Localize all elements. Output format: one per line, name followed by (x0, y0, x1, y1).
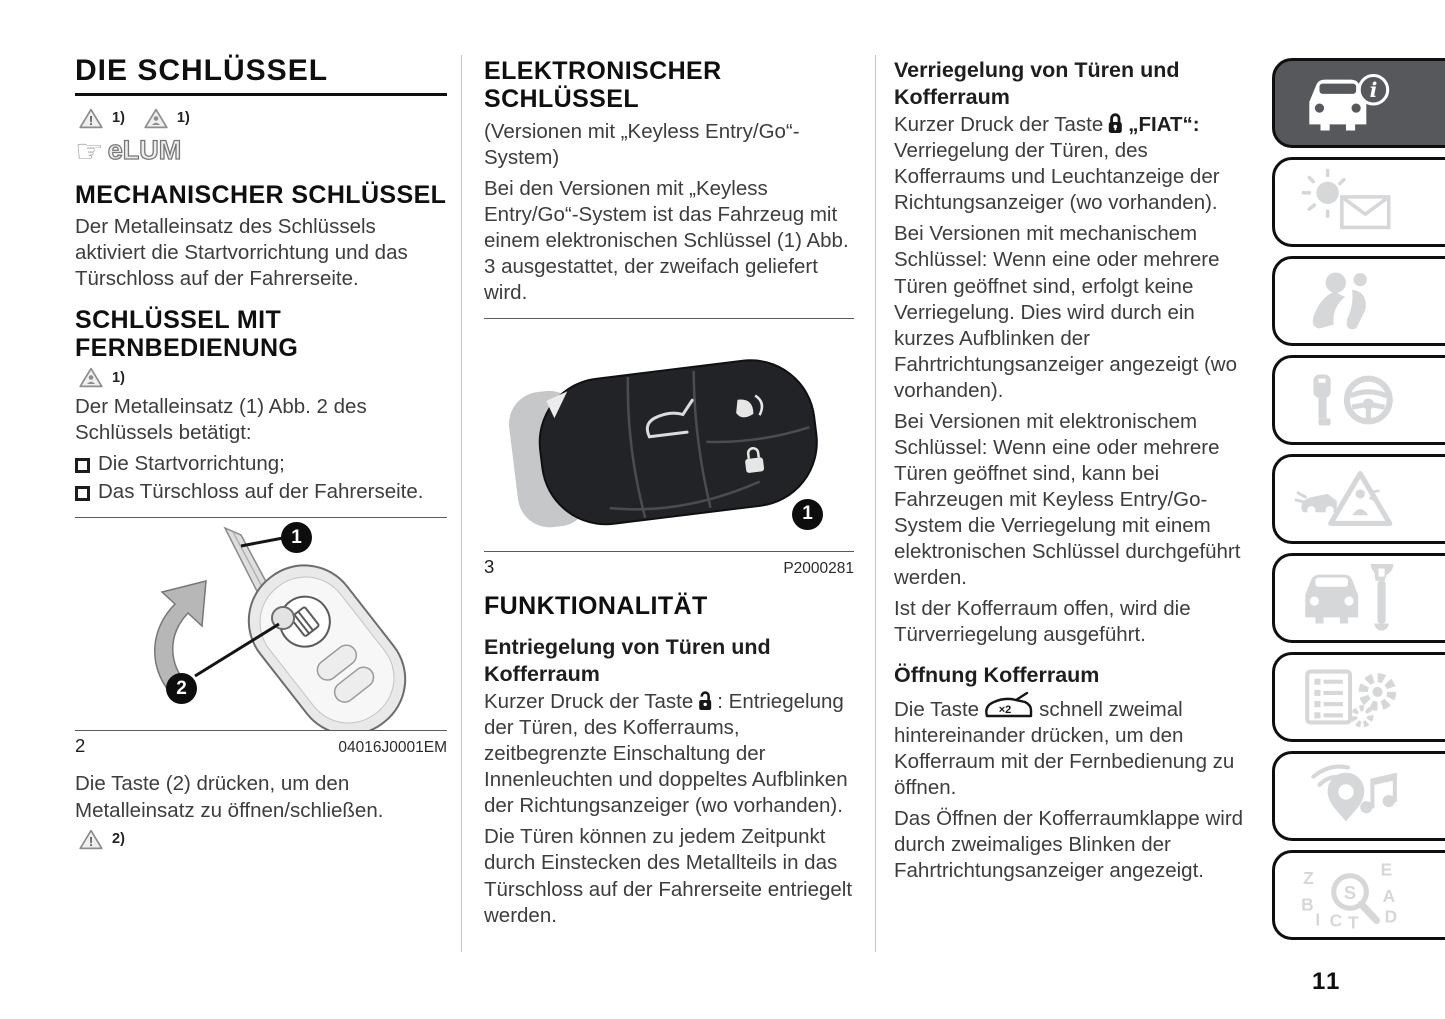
paragraph: Bei Versionen mit mechanischem Schlüssel: Wenn eine oder mehrere Türen geöffnet sind, erfolgt keine Verriegelung. Dies wird durch ein kurzes Aufblinken der Fahrtrichtungsanzeiger angezeigt (wo vorhanden). (894, 222, 1237, 402)
svg-text:!: ! (88, 833, 94, 849)
car-maintenance-icon (1293, 564, 1405, 632)
paragraph: Die Taste (2) drücken, um den Metalleinsatz zu öffnen/schließen. (75, 772, 384, 822)
safety-icon (1293, 267, 1405, 335)
tab-vehicle-info[interactable] (1272, 58, 1445, 148)
callout-2: 2 (166, 673, 197, 704)
svg-text:I: I (1315, 909, 1321, 929)
title-underline (75, 93, 447, 96)
svg-text:T: T (1347, 912, 1359, 929)
paragraph: Bei Versionen mit elektronischem Schlüssel: Wenn eine oder mehrere Türen geöffnet sind, kann bei Fahrzeugen mit Keyless Entry/Go-System die Verriegelung mit einem elektronischen Schlüssel durchgeführt werden. (894, 409, 1241, 589)
note-reference-row (75, 829, 447, 850)
paragraph: Die Türen können zu jedem Zeitpunkt durch Einstecken des Metallteils in das Türschloss auf der Fahrerseite entriegelt werden. (484, 825, 853, 927)
figure-code: P2000281 (783, 559, 854, 577)
trunk-x2-icon (983, 691, 1035, 723)
section-heading-remote-key: SCHLÜSSEL MIT FERNBEDIENUNG (75, 305, 299, 363)
svg-text:!: ! (88, 112, 94, 128)
figure-caption (484, 551, 854, 578)
svg-text:A: A (1382, 886, 1396, 907)
note-ref: 2) (112, 831, 125, 848)
unlock-icon (697, 691, 713, 711)
chapter-tab-strip (1272, 58, 1445, 940)
column-left (75, 55, 447, 856)
tab-service-maintenance[interactable] (1272, 553, 1445, 643)
note-reference-row (75, 108, 447, 129)
index-icon (1293, 861, 1405, 929)
lights-messages-icon (1293, 168, 1405, 236)
svg-text:S: S (1343, 882, 1357, 904)
emergency-icon (1293, 465, 1405, 533)
paragraph: Das Öffnen der Kofferraumklappe wird durch zweimaliges Blinken der Fahrtrichtungsanzeiger angezeigt. (894, 806, 1244, 882)
svg-text:×2: ×2 (998, 703, 1012, 716)
svg-text:B: B (1301, 894, 1314, 915)
figure-number: 3 (484, 555, 495, 577)
caution-triangle-icon (144, 108, 168, 129)
paragraph: Ist der Kofferraum offen, wird die Türverriegelung ausgeführt. (894, 596, 1191, 646)
callout-1: 1 (281, 522, 312, 553)
tab-starting-driving[interactable] (1272, 355, 1445, 445)
pointing-hand-icon: ☞ (75, 132, 104, 169)
section-heading-functionality: FUNKTIONALITÄT (484, 591, 708, 620)
column-middle (484, 55, 854, 934)
list-item: Das Türschloss auf der Fahrerseite. (75, 479, 447, 505)
tab-index[interactable] (1272, 850, 1445, 940)
list-item: Die Startvorrichtung; (75, 451, 447, 477)
section-heading-electronic-key: ELEKTRONISCHER SCHLÜSSEL (484, 57, 722, 114)
note-ref: 1) (176, 110, 190, 126)
lock-icon (1107, 113, 1124, 134)
paragraph: Die Taste ×2 schnell zweimal hintereinander drücken, um den Kofferraum mit der Fernbedienung zu öffnen. (894, 691, 1254, 801)
tab-dashboard-lights[interactable] (1272, 157, 1445, 247)
note-reference-row (75, 367, 447, 388)
note-ref: 1) (112, 369, 125, 386)
section-heading-mechanical-key: MECHANISCHER SCHLÜSSEL (75, 180, 447, 209)
figure-flip-key (75, 517, 447, 757)
paragraph: Bei den Versionen mit „Keyless Entry/Go“-System ist das Fahrzeug mit einem elektronischen Schlüssel (1) Abb. 3 ausgestattet, der zweifach geliefert wird. (484, 176, 849, 304)
figure-code: 04016J0001EM (338, 739, 447, 757)
svg-text:C: C (1329, 910, 1343, 929)
paragraph: (Versionen mit „Keyless Entry/Go“-System) (484, 119, 800, 169)
callout-1: 1 (792, 499, 823, 530)
svg-text:i: i (1369, 77, 1378, 102)
key-steering-icon (1293, 366, 1405, 434)
flip-key-illustration (75, 518, 447, 730)
subheading-lock: Verriegelung von Türen und Kofferraum (894, 58, 1180, 109)
svg-text:E: E (1380, 861, 1393, 880)
square-bullet-icon (75, 458, 90, 473)
svg-text:Z: Z (1303, 867, 1314, 888)
multimedia-icon (1293, 762, 1405, 830)
elum-row (75, 132, 447, 169)
warning-triangle-icon (79, 829, 103, 850)
figure-caption (75, 730, 447, 757)
column-divider (875, 55, 876, 952)
figure-electronic-key (484, 318, 854, 578)
figure-number: 2 (75, 735, 86, 757)
paragraph: Der Metalleinsatz (1) Abb. 2 des Schlüssels betätigt: (75, 395, 367, 445)
lock-glyph (745, 457, 765, 473)
paragraph: Der Metalleinsatz des Schlüssels aktiviert die Startvorrichtung und das Türschloss auf der Fahrerseite. (75, 214, 408, 290)
tab-safety[interactable] (1272, 256, 1445, 346)
column-right (894, 55, 1254, 889)
page-title: DIE SCHLÜSSEL (75, 54, 329, 87)
paragraph: Kurzer Druck der Taste „FIAT“: Verriegelung der Türen, des Kofferraums und Leuchtanzeige der Richtungsanzeiger (wo vorhanden). (894, 113, 1220, 215)
tab-multimedia[interactable] (1272, 751, 1445, 841)
page-number: 11 (1312, 968, 1342, 995)
subheading-trunk-open: Öffnung Kofferraum (894, 662, 1100, 687)
paragraph: Kurzer Druck der Taste : Entriegelung der Türen, des Kofferraums, zeitbegrenzte Einschaltung der Innenleuchten und doppeltes Aufblinken der Richtungsanzeiger (wo vorhanden). (484, 690, 848, 818)
note-ref: 1) (112, 110, 125, 126)
tab-technical-data[interactable] (1272, 652, 1445, 742)
technical-data-icon (1293, 663, 1405, 731)
warning-triangle-icon (79, 108, 103, 129)
caution-triangle-icon (79, 367, 103, 388)
car-info-icon (1293, 69, 1405, 137)
elum-logo: eLUM (107, 135, 182, 165)
subheading-unlock: Entriegelung von Türen und Kofferraum (484, 634, 771, 686)
svg-text:D: D (1384, 906, 1398, 927)
square-bullet-icon (75, 486, 90, 501)
column-divider (461, 55, 462, 952)
tab-emergency[interactable] (1272, 454, 1445, 544)
